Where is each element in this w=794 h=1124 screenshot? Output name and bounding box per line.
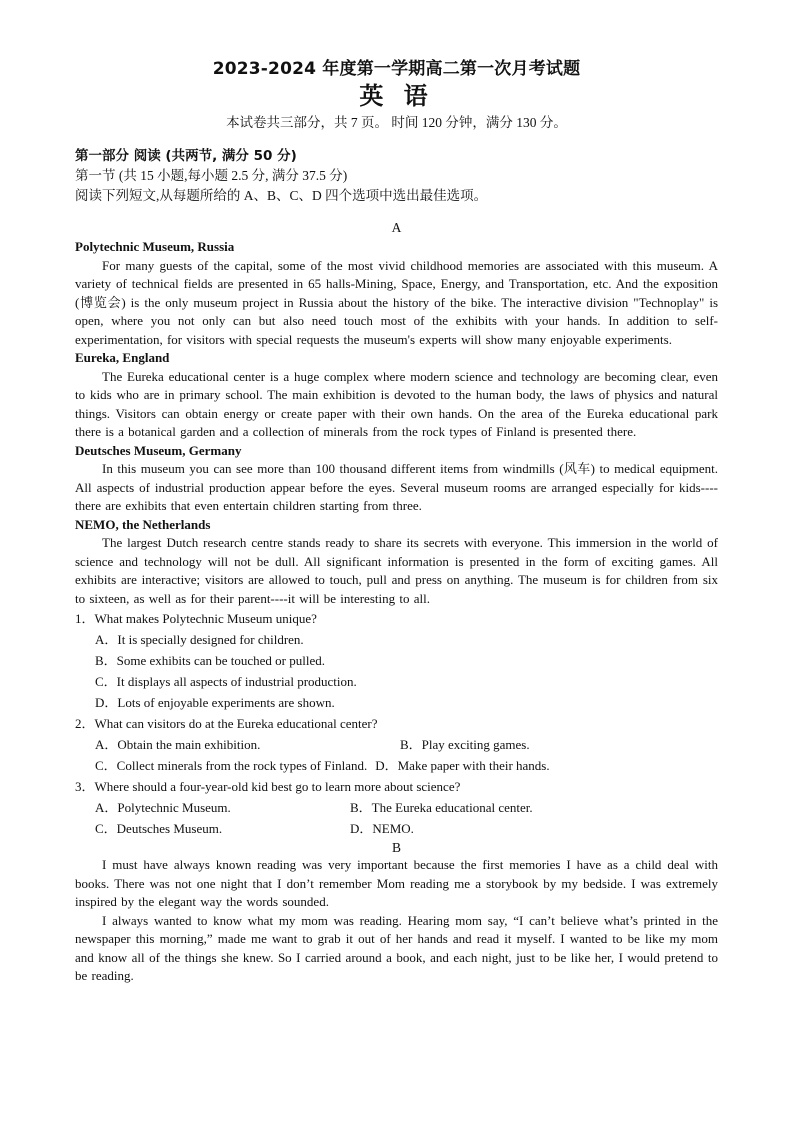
question-option: B．Play exciting games. — [400, 737, 530, 752]
question-option: A．It is specially designed for children. — [95, 632, 304, 647]
question-option: B．The Eureka educational center. — [350, 800, 533, 815]
instruction: 阅读下列短文,从每题所给的 A、B、C、D 四个选项中选出最佳选项。 — [75, 188, 488, 203]
question-option: C．Deutsches Museum. — [95, 821, 223, 836]
question-option: D．NEMO. — [350, 821, 414, 836]
museum-heading: Eureka, England — [75, 350, 170, 365]
question-option: D．Make paper with their hands. — [375, 758, 550, 773]
option-row — [75, 755, 718, 776]
option-row — [75, 818, 718, 839]
option-row — [75, 734, 718, 755]
museum-heading: NEMO, the Netherlands — [75, 516, 211, 532]
museum-heading: Polytechnic Museum, Russia — [75, 239, 235, 254]
question-option: D．Lots of enjoyable experiments are shown. — [95, 695, 335, 710]
question-stem: 1．What makes Polytechnic Museum unique? — [75, 611, 317, 626]
question-stem: 3．Where should a four-year-old kid best go to learn more about science? — [75, 779, 461, 794]
museum-heading: Deutsches Museum, Germany — [75, 442, 242, 458]
option-row — [75, 797, 718, 818]
museum-paragraph: In this museum you can see more than 100 thousand different items from windmills (风车) to medical equipment. All aspects of industrial production appear before the eyes. Several museum rooms are arranged especially for kids----there are exhibits that even entertain children starting from three. — [75, 461, 718, 513]
question-option: C．It displays all aspects of industrial production. — [95, 674, 357, 689]
exam-page — [75, 58, 718, 986]
question-option: A．Polytechnic Museum. — [95, 800, 231, 815]
question-option: C．Collect minerals from the rock types of Finland. — [95, 758, 368, 773]
passage-b-paragraph: I must have always known reading was very important because the first memories I have as a child deal with books. There was not one night that I don’t remember Mom reading me a storybook by my bedside. I was extremely inspired by the elegant way the words sounded. — [75, 857, 718, 909]
section1-heading: 第一节 (共 15 小题,每小题 2.5 分, 满分 37.5 分) — [75, 168, 348, 183]
question-stem: 2．What can visitors do at the Eureka educational center? — [75, 716, 378, 731]
museum-paragraph: The largest Dutch research centre stands ready to share its secrets with everyone. This immersion in the world of science and technology will not be dull. All significant information is presented in the form of exciting games. All exhibits are interactive; visitors are allowed to touch, pull and press on anything. The museum is for children from six to sixteen, as well as for their parent----it will be interesting to all. — [75, 535, 718, 606]
exam-title: 2023-2024 年度第一学期高二第一次月考试题 — [212, 59, 581, 79]
passage-a-letter: A — [391, 220, 402, 235]
subject-title: 英 语 — [359, 82, 434, 110]
question-option: A．Obtain the main exhibition. — [95, 737, 261, 752]
part1-heading: 第一部分 阅读 (共两节, 满分 50 分) — [75, 148, 297, 164]
passage-b-letter: B — [391, 840, 401, 855]
passage-b-paragraph: I always wanted to know what my mom was reading. Hearing mom say, “I can’t believe what’s printed in the newspaper this morning,” made me want to grab it out of her hands and read it myself. I wanted to be like my mom and know all of the things she knew. So I carried around a book, and each night, just to be like her, I would pretend to be reading. — [75, 912, 718, 983]
museum-paragraph: For many guests of the capital, some of the most vivid childhood memories are associated with this museum. A variety of technical fields are presented in 65 halls-Mining, Space, Energy, and Transportation, etc. And the exposition (博览会) is the only museum project in Russia about the history of the bike. The interactive division "Technoplay" is open, where you not only can but also need touch most of the exhibits with your hands. In addition to self-experimentation, for visitors with special requests the museum's experts will show many enjoyable experiments. — [75, 257, 718, 347]
museum-paragraph: The Eureka educational center is a huge complex where modern science and technology are becoming clear, even to kids who are in primary school. The main exhibition is devoted to the human body, the laws of physics and natural things. Visitors can obtain energy or create paper with their own hands. On the area of the Eureka educational park there is a botanical garden and a collection of minerals from the rock types of Finland is presented there. — [75, 368, 718, 439]
exam-info: 本试卷共三部分，共 7 页。 时间 120 分钟，满分 130 分。 — [226, 115, 567, 130]
question-option: B．Some exhibits can be touched or pulled. — [95, 653, 325, 668]
